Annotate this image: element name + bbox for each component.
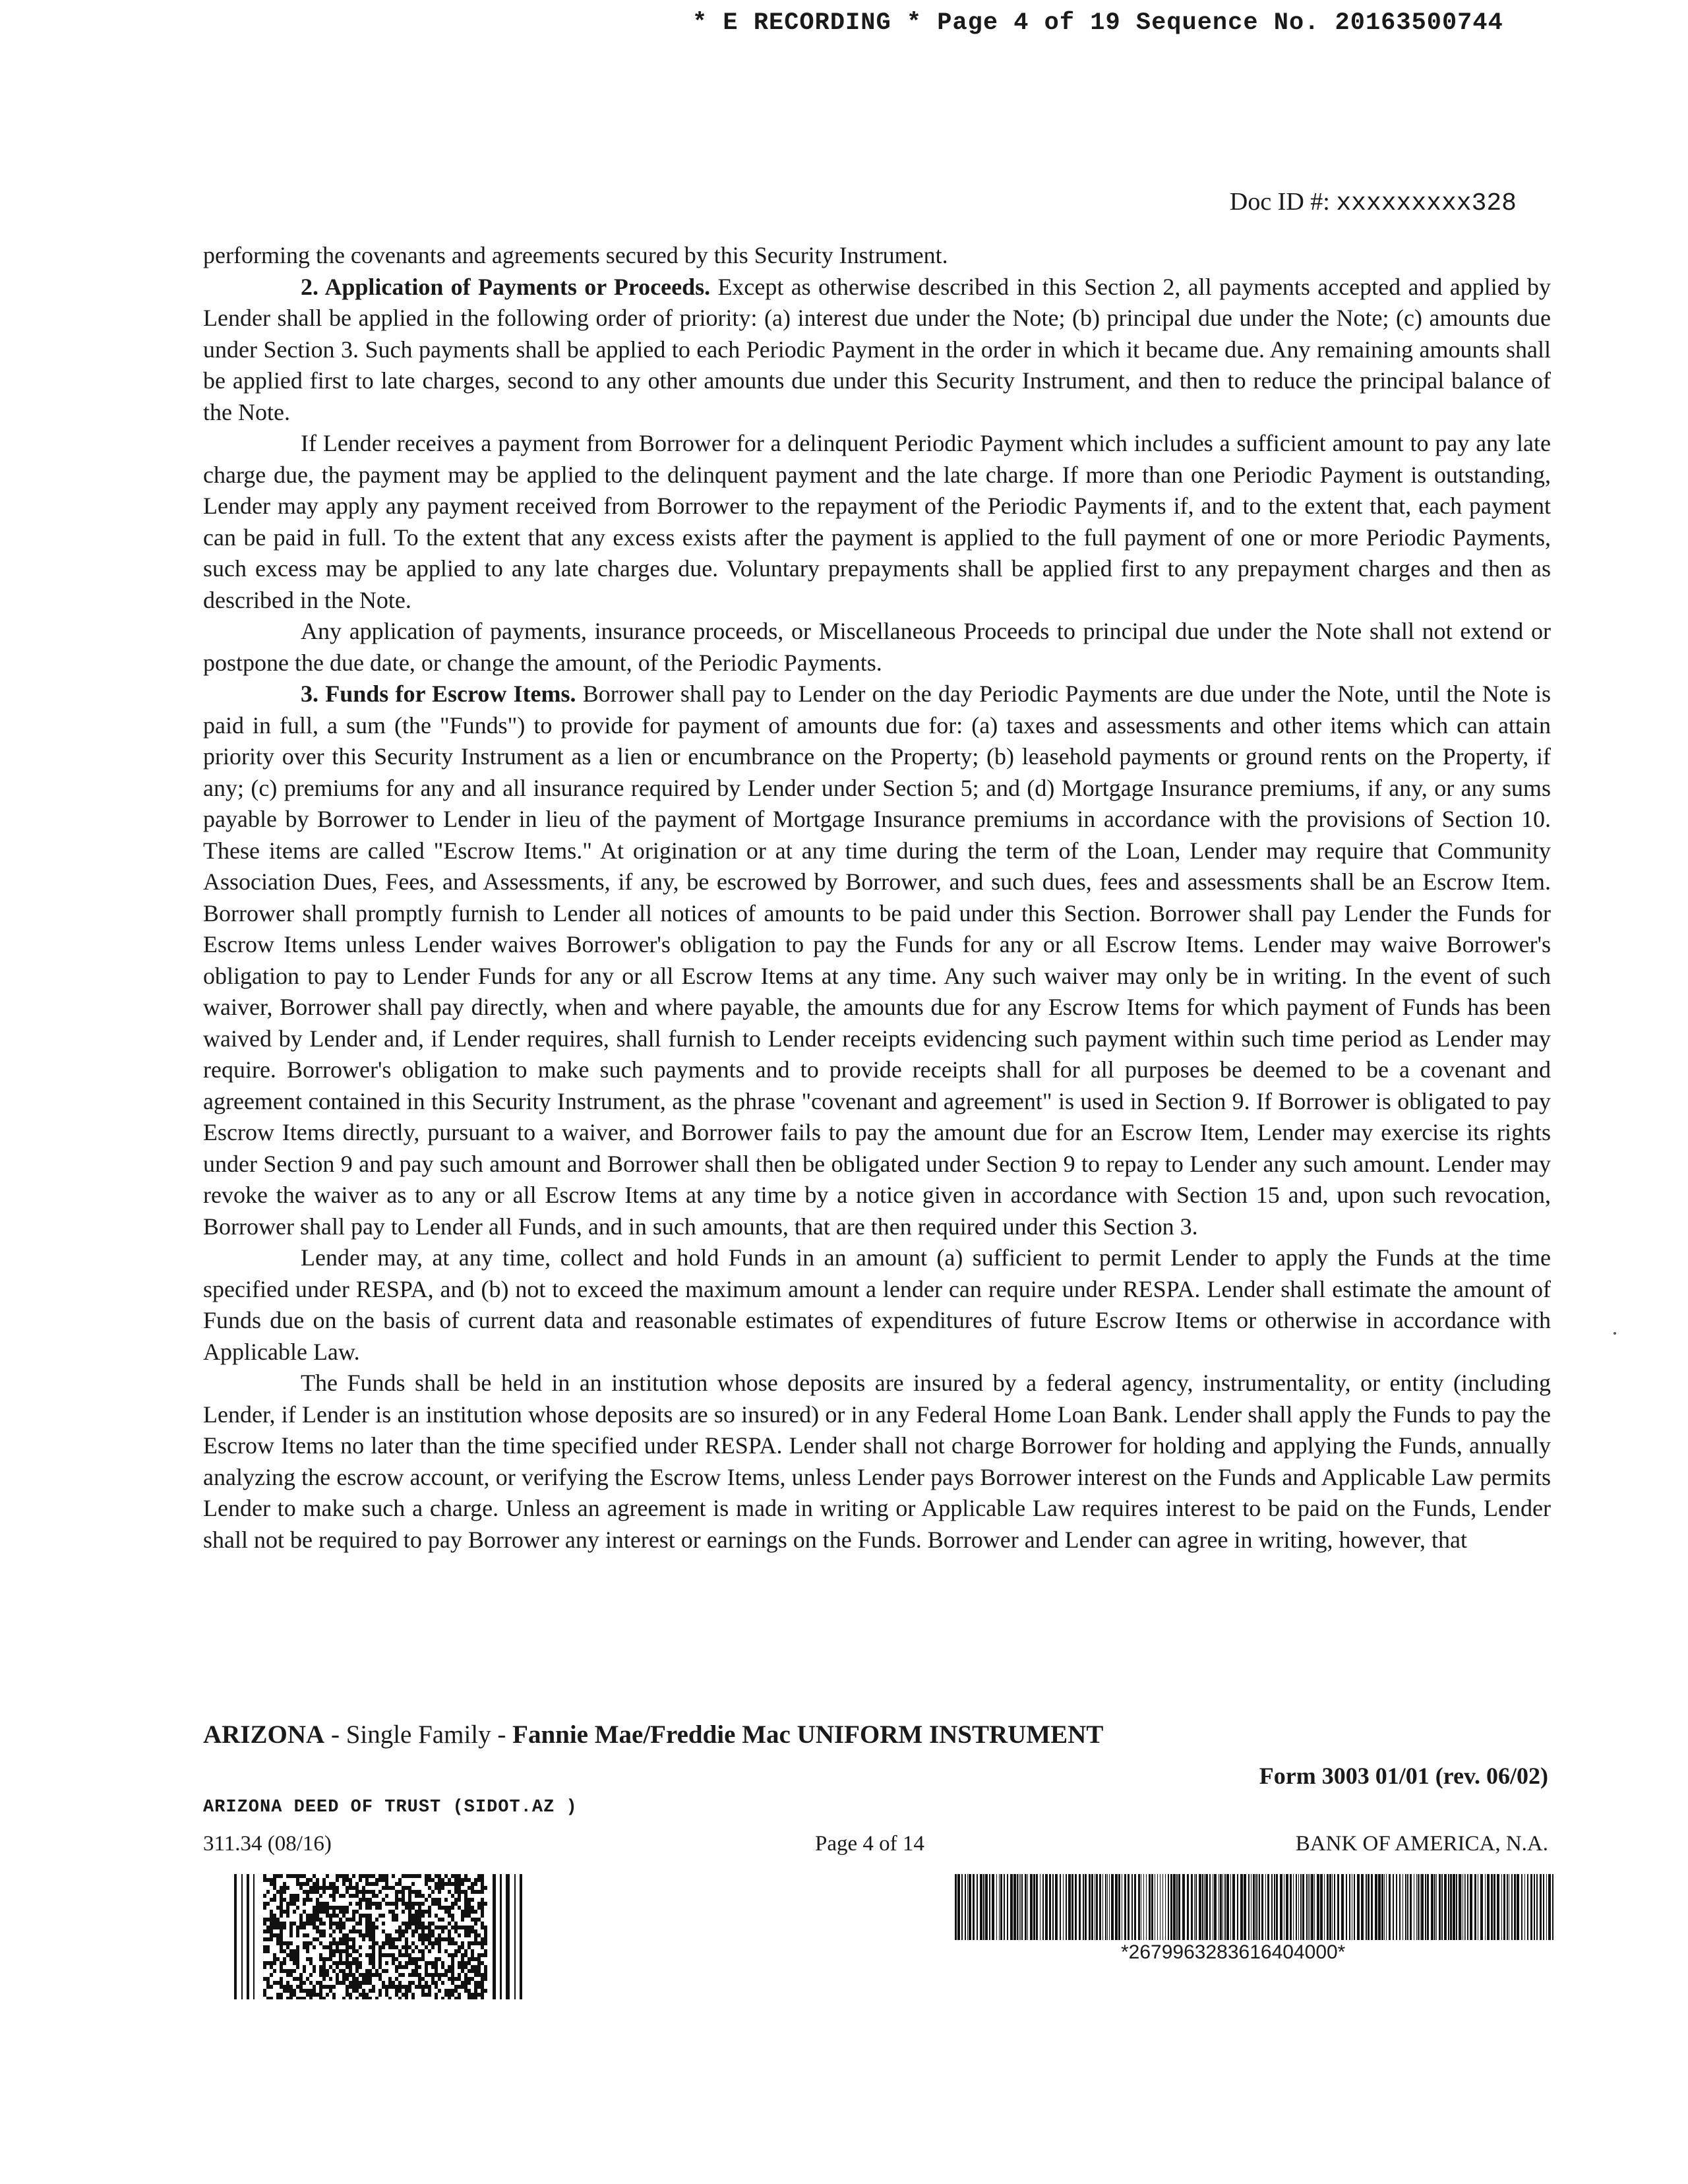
doc-id [1230,187,1517,218]
paragraph-application: Any application of payments, insurance proceeds, or Miscellaneous Proceeds to principal due under the Note shall not extend or postpone the due date, or change the amount, of the Periodic Payments. [203,618,1551,676]
paragraph-continuation: performing the covenants and agreements secured by this Security Instrument. [203,242,948,268]
paragraph-late-charges: If Lender receives a payment from Borrower for a delinquent Periodic Payment which includes a sufficient amount to pay any late charge due, the payment may be applied to the delinquent payment and the late charge. If more than one Periodic Payment is outstanding, Lender may apply any payment received from Borrower to the repayment of the Periodic Payments if, and to the extent that, each payment can be paid in full. To the extent that any excess exists after the payment is applied to the full payment of one or more Periodic Payments, such excess may be applied to any late charges due. Voluntary prepayments shall be applied first to any prepayment charges and then as described in the Note. [203,430,1551,613]
form-name: ARIZONA DEED OF TRUST (SIDOT.AZ ) [203,1798,578,1817]
footer-title: ARIZONA - Single Family - Fannie Mae/Freddie Mac UNIFORM INSTRUMENT [203,1720,1104,1749]
speck [1613,1332,1616,1335]
footer-instrument: Fannie Mae/Freddie Mac UNIFORM INSTRUMENT [512,1720,1104,1749]
section-3-heading: 3. Funds for Escrow Items. [301,681,576,707]
recording-header: * E RECORDING * Page 4 of 19 Sequence No. 20163500744 [692,9,1503,37]
linear-barcode [955,1874,1556,1940]
section-3-text: Borrower shall pay to Lender on the day Periodic Payments are due under the Note, until the Note is paid in full, a sum (the "Funds") to provide for payment of amounts due for: (a) taxes and assessments and other items which can attain priority over this Security Instrument as a lien or encumbrance on the Property; (b) leasehold payments or ground rents on the Property, if any; (c) premiums for any and all insurance required by Lender under Section 5; and (d) Mortgage Insurance premiums, if any, or any sums payable by Borrower to Lender in lieu of the payment of Mortgage Insurance premiums in accordance with the provisions of Section 10. These items are called "Escrow Items." At origination or at any time during the term of the Loan, Lender may require that Community Association Dues, Fees, and Assessments, if any, be escrowed by Borrower, and such dues, fees and assessments shall be an Escrow Item. Borrower shall promptly furnish to Lender all notices of amounts to be paid under this Section. Borrower shall pay Lender the Funds for Escrow Items unless Lender waives Borrower's obligation to pay the Funds for any or all Escrow Items. Lender may waive Borrower's obligation to pay to Lender Funds for any or all Escrow Items at any time. Any such waiver may only be in writing. In the event of such waiver, Borrower shall pay directly, when and where payable, the amounts due for any Escrow Items for which payment of Funds has been waived by Lender and, if Lender requires, shall furnish to Lender receipts evidencing such payment within such time period as Lender may require. Borrower's obligation to make such payments and to provide receipts shall for all purposes be deemed to be a covenant and agreement contained in this Security Instrument, as the phrase "covenant and agreement" is used in Section 9. If Borrower is obligated to pay Escrow Items directly, pursuant to a waiver, and Borrower fails to pay the amount due for an Escrow Item, Lender may exercise its rights under Section 9 and pay such amount and Borrower shall then be obligated under Section 9 to repay to Lender any such amount. Lender may revoke the waiver as to any or all Escrow Items at any time by a notice given in accordance with Section 15 and, upon such revocation, Borrower shall pay to Lender all Funds, and in such amounts, that are then required under this Section 3. [203,681,1551,1240]
paragraph-section-3 [203,679,1551,1242]
page-number: Page 4 of 14 [815,1832,924,1856]
doc-id-value: xxxxxxxxx328 [1336,189,1517,218]
barcode-number: *2679963283616404000* [1121,1941,1346,1963]
paragraph-institution: The Funds shall be held in an institution whose deposits are insured by a federal agency, instrumentality, or entity (including Lender, if Lender is an institution whose deposits are so insured) or in any Federal Home Loan Bank. Lender shall apply the Funds to pay the Escrow Items no later than the time specified under RESPA. Lender shall not charge Borrower for holding and applying the Funds, annually analyzing the escrow account, or verifying the Escrow Items, unless Lender pays Borrower interest on the Funds and Applicable Law permits Lender to make such a charge. Unless an agreement is made in writing or Applicable Law requires interest to be paid on the Funds, Lender shall not be required to pay Borrower any interest or earnings on the Funds. Borrower and Lender can agree in writing, however, that [203,1370,1551,1553]
document-body [203,240,1551,1556]
doc-id-label: Doc ID #: [1229,188,1337,216]
form-number: Form 3003 01/01 (rev. 06/02) [1259,1763,1548,1789]
footer-family: Single Family [346,1720,491,1749]
paragraph-respa: Lender may, at any time, collect and hold Funds in an amount (a) sufficient to permit Lender to apply the Funds at the time specified under RESPA, and (b) not to exceed the maximum amount a lender can require under RESPA. Lender shall estimate the amount of Funds due on the basis of current data and reasonable estimates of expenditures of future Escrow Items or otherwise in accordance with Applicable Law. [203,1244,1551,1365]
footer-state: ARIZONA [203,1720,325,1749]
bank-name: BANK OF AMERICA, N.A. [1295,1832,1548,1856]
section-2-text: Except as otherwise described in this Section 2, all payments accepted and applied by Lender shall be applied in the following order of priority: (a) interest due under the Note; (b) principal due under the Note; (c) amounts due under Section 3. Such payments shall be applied to each Periodic Payment in the order in which it became due. Any remaining amounts shall be applied first to late charges, second to any other amounts due under this Security Instrument, and then to reduce the principal balance of the Note. [203,273,1551,425]
section-2-heading: 2. Application of Payments or Proceeds. [301,273,711,300]
pdf417-barcode [234,1874,531,1999]
paragraph-section-2 [203,272,1551,429]
form-code: 311.34 (08/16) [203,1832,332,1856]
